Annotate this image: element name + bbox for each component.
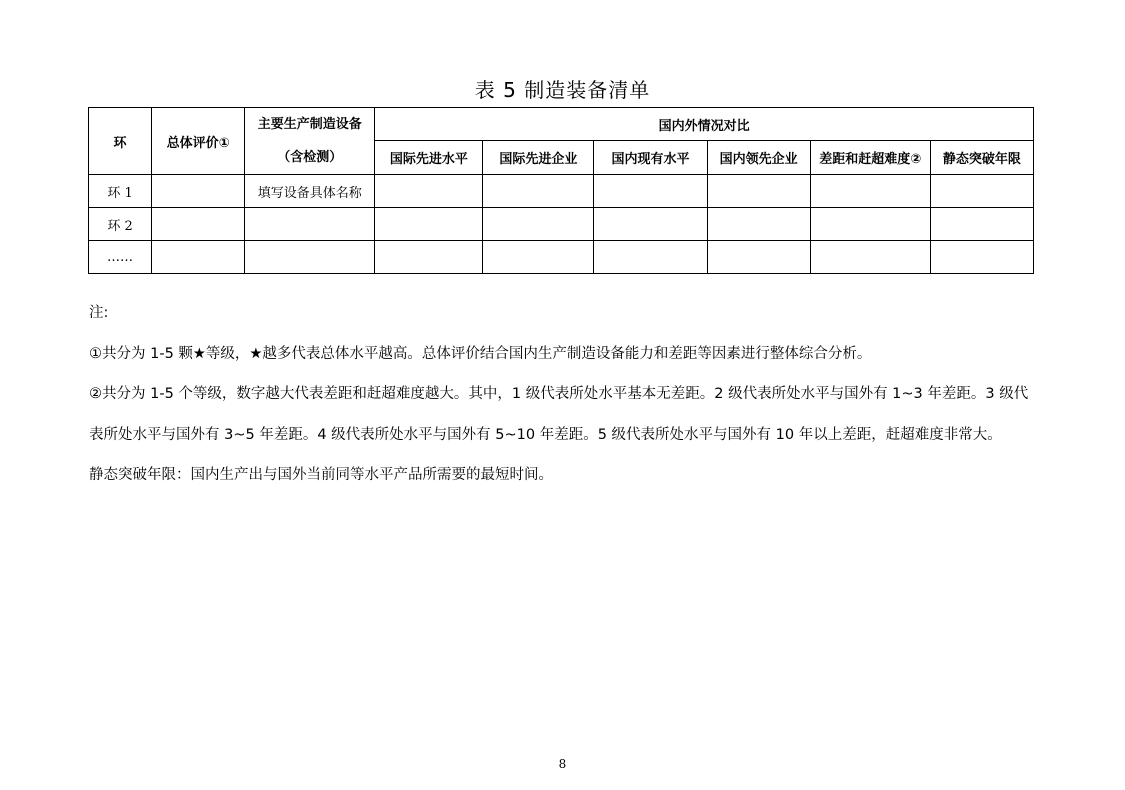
data-cell xyxy=(594,175,707,208)
overall-cell xyxy=(152,241,245,274)
notes-section xyxy=(89,293,1039,496)
header-comparison-group: 国内外情况对比 xyxy=(375,108,1034,141)
header-intl-advanced-enterprise: 国际先进企业 xyxy=(483,141,594,175)
data-cell xyxy=(483,175,594,208)
data-cell xyxy=(810,241,930,274)
data-cell xyxy=(375,208,483,241)
data-cell xyxy=(483,208,594,241)
note-gap-difficulty: ②共分为 1-5 个等级，数字越大代表差距和赶超难度越大。其中，1 级代表所处水平基本无差距。2 级代表所处水平与国外有 1~3 年差距。3 级代表所处水平与国外有 3~5 年差距。4 级代表所处水平与国外有 5~10 年差距。5 级代表所处水平与国外有 10 年以上差距，赶超难度非常大。 xyxy=(89,386,1029,443)
data-cell xyxy=(930,208,1033,241)
ring-cell: 环 2 xyxy=(89,208,152,241)
data-cell xyxy=(707,208,810,241)
notes-label: 注: xyxy=(89,305,109,321)
ring-cell: …… xyxy=(89,241,152,274)
data-cell xyxy=(810,208,930,241)
table-row xyxy=(89,175,1034,208)
header-gap-difficulty: 差距和赶超难度② xyxy=(810,141,930,175)
data-cell xyxy=(930,175,1033,208)
header-main-equipment-line1: 主要生产制造设备 xyxy=(257,117,362,132)
page-number: 8 xyxy=(558,757,567,771)
data-cell xyxy=(483,241,594,274)
header-intl-advanced-level: 国际先进水平 xyxy=(375,141,483,175)
data-cell xyxy=(375,175,483,208)
header-main-equipment xyxy=(245,108,375,175)
data-cell xyxy=(930,241,1033,274)
header-main-equipment-line2: （含检测） xyxy=(277,150,343,165)
note-overall-evaluation: ①共分为 1-5 颗★等级，★越多代表总体水平越高。总体评价结合国内生产制造设备能力和差距等因素进行整体综合分析。 xyxy=(89,345,872,362)
table-header-row-1 xyxy=(89,108,1034,141)
data-cell xyxy=(375,241,483,274)
table-row xyxy=(89,208,1034,241)
table-row xyxy=(89,241,1034,274)
data-cell xyxy=(707,175,810,208)
equipment-table xyxy=(88,107,1034,274)
data-cell xyxy=(707,241,810,274)
overall-cell xyxy=(152,208,245,241)
header-domestic-current-level: 国内现有水平 xyxy=(594,141,707,175)
header-ring: 环 xyxy=(89,108,152,175)
note-breakthrough-years: 静态突破年限：国内生产出与国外当前同等水平产品所需要的最短时间。 xyxy=(89,467,553,483)
data-cell xyxy=(594,241,707,274)
data-cell xyxy=(810,175,930,208)
equipment-cell xyxy=(245,208,375,241)
header-breakthrough-years: 静态突破年限 xyxy=(930,141,1033,175)
ring-cell: 环 1 xyxy=(89,175,152,208)
header-domestic-leading-enterprise: 国内领先企业 xyxy=(707,141,810,175)
header-overall-evaluation: 总体评价① xyxy=(152,108,245,175)
document-title: 表 5 制造装备清单 xyxy=(474,78,651,102)
overall-cell xyxy=(152,175,245,208)
data-cell xyxy=(594,208,707,241)
equipment-cell: 填写设备具体名称 xyxy=(245,175,375,208)
equipment-cell xyxy=(245,241,375,274)
